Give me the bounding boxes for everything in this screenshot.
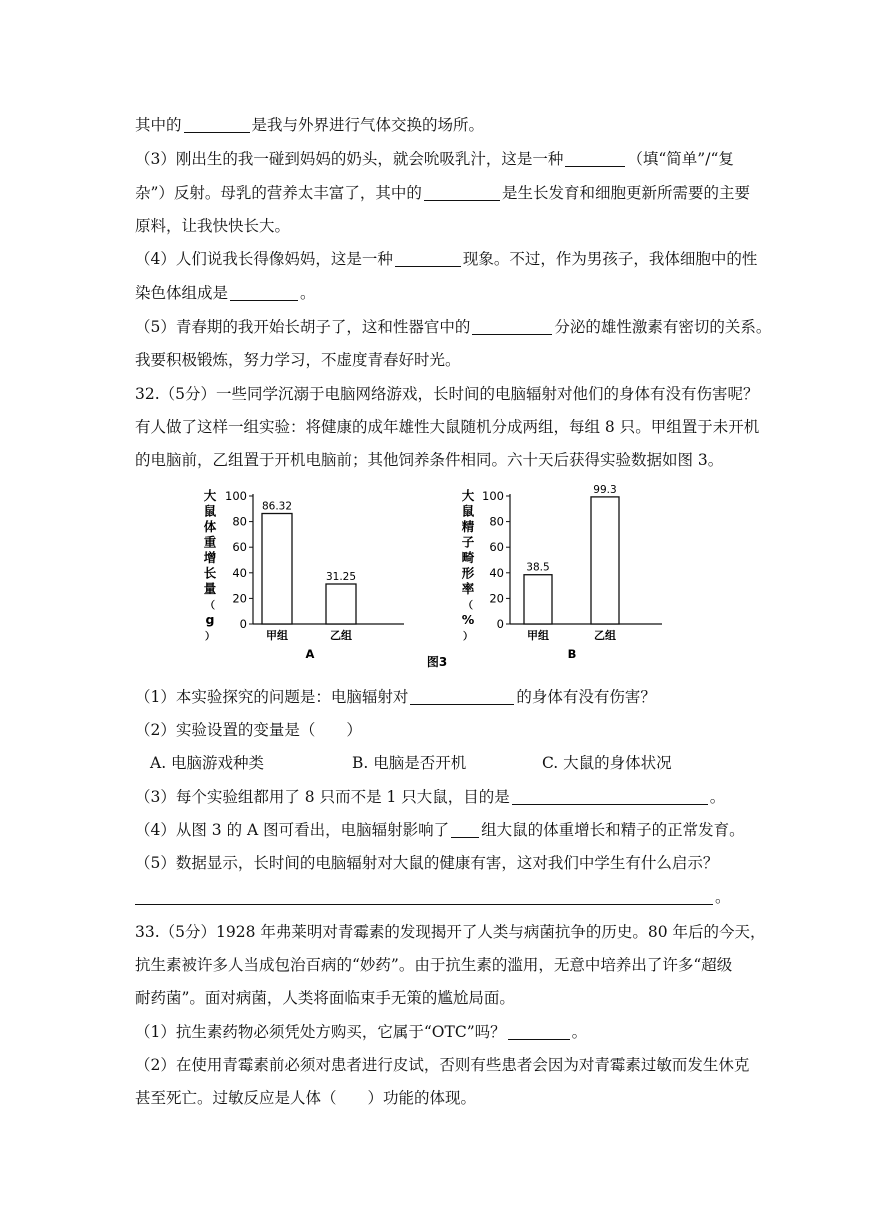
sub-question-line bbox=[135, 1021, 587, 1043]
text: 组大鼠的体重增长和精子的正常发育。 bbox=[481, 821, 745, 839]
y-tick-label: 60 bbox=[232, 540, 247, 555]
answer-blank[interactable] bbox=[472, 318, 552, 335]
bar-value-label: 31.25 bbox=[325, 571, 357, 583]
y-tick-label: 80 bbox=[232, 514, 247, 529]
text: 染色体组成是 bbox=[135, 284, 229, 302]
y-tick-label: 100 bbox=[225, 489, 247, 503]
text: 33.（5分）1928 年弗莱明对青霉素的发现揭开了人类与病菌抗争的历史。80 年后的今天， bbox=[135, 923, 766, 941]
y-tick-label: 20 bbox=[232, 591, 247, 606]
text-line bbox=[135, 248, 757, 270]
y-axis-label-char: 精 bbox=[461, 519, 475, 534]
text: 我要积极锻炼，努力学习，不虚度青春好时光。 bbox=[135, 351, 461, 369]
y-axis-label-char: 量 bbox=[203, 581, 217, 596]
option-b[interactable]: B. 电脑是否开机 bbox=[352, 754, 467, 772]
text: （1）本实验探究的问题是：电脑辐射对 bbox=[135, 688, 409, 706]
y-tick-label: 40 bbox=[489, 565, 504, 580]
question-33-line bbox=[135, 954, 732, 976]
y-axis-label-char: 长 bbox=[203, 565, 217, 581]
y-axis-label-char: 畸 bbox=[461, 550, 475, 565]
y-tick-label: 60 bbox=[489, 540, 504, 555]
text-line bbox=[135, 316, 771, 338]
bar-value-label: 86.32 bbox=[261, 500, 293, 513]
option-c[interactable]: C. 大鼠的身体状况 bbox=[542, 754, 672, 772]
text: （2）实验设置的变量是（ ） bbox=[135, 721, 362, 739]
text: 的电脑前，乙组置于开机电脑前；其他饲养条件相同。六十天后获得实验数据如图 3。 bbox=[135, 451, 724, 469]
text: （填“简单”/“复 bbox=[627, 150, 734, 168]
text: 耐药菌”。面对病菌，人类将面临束手无策的尴尬局面。 bbox=[135, 989, 515, 1007]
bar bbox=[524, 575, 552, 624]
sub-question-line bbox=[135, 786, 725, 808]
y-axis-label-char: 鼠 bbox=[203, 503, 217, 519]
question-33-line bbox=[135, 987, 515, 1009]
y-axis-label-char: （ bbox=[463, 600, 473, 612]
y-axis-label-char: ） bbox=[463, 631, 473, 643]
text: （3）每个实验组都用了 8 只而不是 1 只大鼠，目的是 bbox=[135, 788, 510, 806]
text: 。 bbox=[709, 788, 726, 806]
text: （1）抗生素药物必须凭处方购买，它属于“OTC”吗？ bbox=[135, 1023, 506, 1041]
sub-question-line bbox=[135, 1054, 749, 1076]
sub-question-line bbox=[135, 819, 745, 841]
text: 杂”）反射。母乳的营养太丰富了，其中的 bbox=[135, 184, 422, 202]
text: 有人做了这样一组实验：将健康的成年雄性大鼠随机分成两组，每组 8 只。甲组置于未开机 bbox=[135, 418, 760, 436]
text-line bbox=[135, 182, 750, 204]
text: 。 bbox=[715, 888, 731, 906]
y-tick-label: 0 bbox=[239, 617, 247, 631]
panel-label: B bbox=[567, 647, 577, 661]
y-axis-label-char: 鼠 bbox=[461, 503, 475, 519]
chart-panel-a bbox=[204, 488, 404, 661]
text: 分泌的雄性激素有密切的关系。 bbox=[554, 318, 772, 336]
text: 是我与外界进行气体交换的场所。 bbox=[251, 116, 485, 134]
text: （5）青春期的我开始长胡子了，这和性器官中的 bbox=[135, 318, 471, 336]
text: 32.（5分）一些同学沉溺于电脑网络游戏，长时间的电脑辐射对他们的身体有没有伤害呢？ bbox=[135, 385, 759, 403]
y-axis-label-char: 体 bbox=[203, 519, 217, 534]
figure-3 bbox=[190, 478, 690, 668]
text: 原料，让我快快长大。 bbox=[135, 217, 291, 235]
y-axis-label-char: 增 bbox=[203, 550, 217, 565]
y-axis-label-char: g bbox=[205, 612, 215, 627]
y-axis-label-char: ） bbox=[205, 631, 215, 643]
y-axis-label-char: 形 bbox=[461, 565, 475, 581]
y-tick-label: 80 bbox=[489, 514, 504, 529]
text: 的身体有没有伤害？ bbox=[516, 688, 656, 706]
option-a[interactable]: A. 电脑游戏种类 bbox=[150, 754, 265, 772]
chart-panel-b bbox=[461, 484, 662, 661]
answer-blank[interactable] bbox=[512, 788, 708, 805]
text-line bbox=[135, 148, 734, 170]
panel-label: A bbox=[305, 647, 315, 661]
y-tick-label: 0 bbox=[496, 617, 504, 631]
answer-blank[interactable] bbox=[508, 1023, 570, 1040]
text-line bbox=[135, 114, 484, 136]
text: 现象。不过，作为男孩子，我体细胞中的性 bbox=[462, 250, 758, 268]
y-axis-label-char: （ bbox=[205, 600, 215, 612]
answer-blank[interactable] bbox=[230, 284, 298, 301]
text-line bbox=[135, 282, 316, 304]
figure-3-svg bbox=[190, 478, 690, 668]
y-axis-label-char: 率 bbox=[461, 581, 475, 596]
y-axis-label-char: 子 bbox=[461, 534, 475, 550]
text-line bbox=[135, 215, 290, 237]
sub-question-line bbox=[135, 1087, 476, 1109]
answer-blank[interactable] bbox=[424, 184, 500, 201]
x-category-label: 甲组 bbox=[527, 629, 549, 642]
text-line bbox=[135, 349, 461, 371]
y-axis-label-char: 大 bbox=[203, 488, 217, 503]
text: 甚至死亡。过敏反应是人体（ ）功能的体现。 bbox=[135, 1089, 477, 1107]
question-32-line bbox=[135, 383, 759, 405]
y-axis-label-char: 大 bbox=[461, 488, 475, 503]
text: 。 bbox=[571, 1023, 588, 1041]
text: （4）人们说我长得像妈妈，这是一种 bbox=[135, 250, 393, 268]
answer-blank[interactable] bbox=[451, 821, 479, 838]
x-category-label: 乙组 bbox=[330, 629, 352, 642]
answer-line bbox=[135, 886, 731, 908]
text: 。 bbox=[300, 284, 316, 302]
x-category-label: 甲组 bbox=[266, 629, 288, 642]
sub-question-line bbox=[135, 686, 656, 708]
question-32-line bbox=[135, 416, 759, 438]
y-axis-label-char: 重 bbox=[203, 534, 217, 550]
question-32-line bbox=[135, 449, 723, 471]
bar-value-label: 38.5 bbox=[526, 561, 550, 574]
bar bbox=[326, 584, 356, 624]
text: 抗生素被许多人当成包治百病的“妙药”。由于抗生素的滥用，无意中培养出了许多“超级 bbox=[135, 956, 733, 974]
answer-blank[interactable] bbox=[565, 150, 625, 167]
y-axis-label-char: % bbox=[461, 612, 475, 627]
answer-blank[interactable] bbox=[135, 888, 713, 905]
y-tick-label: 40 bbox=[232, 565, 247, 580]
bar bbox=[262, 514, 292, 624]
text: （3）刚出生的我一碰到妈妈的奶头，就会吮吸乳汁，这是一种 bbox=[135, 150, 564, 168]
bar-value-label: 99.3 bbox=[593, 483, 617, 496]
text: （4）从图 3 的 A 图可看出，电脑辐射影响了 bbox=[135, 821, 450, 839]
bar bbox=[591, 497, 619, 624]
x-category-label: 乙组 bbox=[594, 629, 616, 642]
text: （2）在使用青霉素前必须对患者进行皮试，否则有些患者会因为对青霉素过敏而发生休克 bbox=[135, 1056, 750, 1074]
sub-question-line bbox=[135, 719, 362, 741]
question-33-line bbox=[135, 921, 766, 943]
figure-caption: 图3 bbox=[426, 655, 448, 668]
text: 其中的 bbox=[135, 116, 182, 134]
answer-blank[interactable] bbox=[184, 116, 250, 133]
text: （5）数据显示，长时间的电脑辐射对大鼠的健康有害，这对我们中学生有什么启示？ bbox=[135, 854, 719, 872]
y-tick-label: 100 bbox=[482, 489, 504, 503]
y-tick-label: 20 bbox=[489, 591, 504, 606]
answer-blank[interactable] bbox=[395, 250, 461, 267]
text: 是生长发育和细胞更新所需要的主要 bbox=[501, 184, 750, 202]
sub-question-line bbox=[135, 852, 718, 874]
answer-blank[interactable] bbox=[410, 688, 514, 705]
